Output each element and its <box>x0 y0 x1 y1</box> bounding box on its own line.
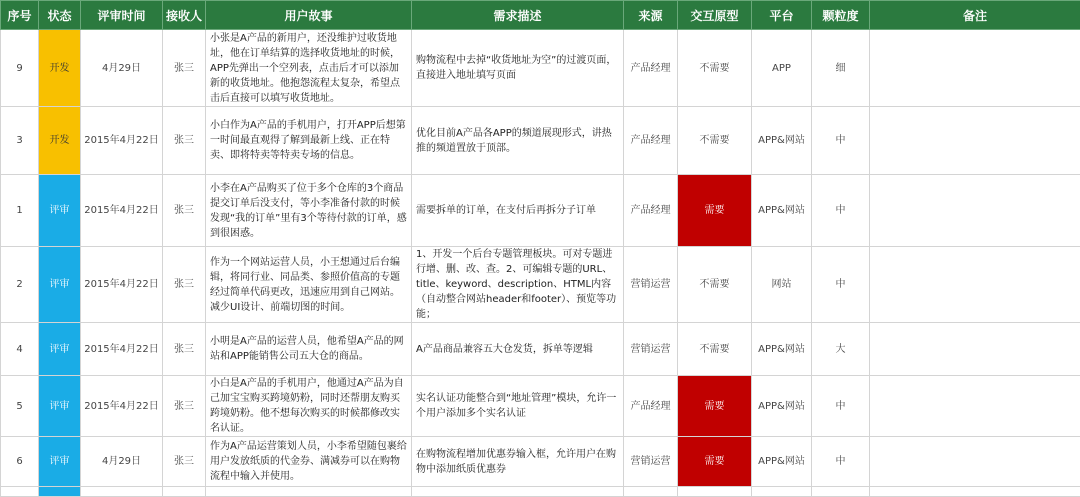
cell-receiver[interactable]: 张三 <box>163 437 206 487</box>
status-cell[interactable]: 开发 <box>39 107 81 175</box>
cell-user-story[interactable] <box>206 487 412 497</box>
cell-receiver[interactable]: 张三 <box>163 107 206 175</box>
table-row <box>1 175 1080 247</box>
cell-prototype[interactable]: 需要 <box>678 175 752 247</box>
cell-no[interactable]: 4 <box>1 323 39 376</box>
cell-requirement[interactable]: 购物流程中去掉“收货地址为空”的过渡页面，直接进入地址填写页面 <box>412 30 624 107</box>
cell-review-date[interactable]: 2015年4月22日 <box>81 247 163 323</box>
header-receiver[interactable]: 接收人 <box>163 1 206 30</box>
status-cell[interactable]: 评审 <box>39 247 81 323</box>
cell-review-date[interactable]: 2015年4月22日 <box>81 175 163 247</box>
cell-note[interactable] <box>870 376 1080 437</box>
cell-no[interactable]: 2 <box>1 247 39 323</box>
status-cell[interactable]: 评审 <box>39 437 81 487</box>
header-no[interactable]: 序号 <box>1 1 39 30</box>
cell-platform[interactable]: APP <box>752 30 812 107</box>
table-row <box>1 323 1080 376</box>
cell-user-story[interactable]: 小明是A产品的运营人员，他希望A产品的网站和APP能销售公司五大仓的商品。 <box>206 323 412 376</box>
cell-review-date[interactable] <box>81 487 163 497</box>
cell-granularity[interactable]: 中 <box>812 247 870 323</box>
status-cell[interactable] <box>39 487 81 497</box>
cell-prototype[interactable] <box>678 487 752 497</box>
header-granularity[interactable]: 颗粒度 <box>812 1 870 30</box>
cell-granularity[interactable]: 中 <box>812 175 870 247</box>
cell-user-story[interactable]: 小张是A产品的新用户，还没维护过收货地址，他在订单结算的选择收货地址的时候，APP先弹出一个空列表，点击后才可以添加新的收货地址。他抱怨流程太复杂，希望点击后直接可以填写收货地址。 <box>206 30 412 107</box>
cell-source[interactable]: 营销运营 <box>624 437 678 487</box>
cell-source[interactable]: 产品经理 <box>624 175 678 247</box>
status-cell[interactable]: 评审 <box>39 323 81 376</box>
cell-platform[interactable]: APP&网站 <box>752 323 812 376</box>
table-row <box>1 107 1080 175</box>
cell-review-date[interactable]: 4月29日 <box>81 30 163 107</box>
cell-requirement[interactable] <box>412 487 624 497</box>
header-review-date[interactable]: 评审时间 <box>81 1 163 30</box>
cell-platform[interactable]: APP&网站 <box>752 107 812 175</box>
cell-receiver[interactable]: 张三 <box>163 376 206 437</box>
cell-no[interactable]: 1 <box>1 175 39 247</box>
cell-prototype[interactable]: 不需要 <box>678 107 752 175</box>
cell-no[interactable] <box>1 487 39 497</box>
header-row <box>1 1 1080 30</box>
cell-receiver[interactable]: 张三 <box>163 323 206 376</box>
cell-granularity[interactable]: 中 <box>812 376 870 437</box>
cell-no[interactable]: 9 <box>1 30 39 107</box>
cell-platform[interactable]: APP&网站 <box>752 175 812 247</box>
header-prototype[interactable]: 交互原型 <box>678 1 752 30</box>
cell-requirement[interactable]: 优化目前A产品各APP的频道展现形式，讲热推的频道置放于顶部。 <box>412 107 624 175</box>
cell-receiver[interactable] <box>163 487 206 497</box>
cell-review-date[interactable]: 2015年4月22日 <box>81 376 163 437</box>
table-row <box>1 30 1080 107</box>
status-cell[interactable]: 评审 <box>39 175 81 247</box>
status-cell[interactable]: 评审 <box>39 376 81 437</box>
cell-note[interactable] <box>870 107 1080 175</box>
cell-receiver[interactable]: 张三 <box>163 247 206 323</box>
table-row <box>1 437 1080 487</box>
cell-user-story[interactable]: 作为A产品运营策划人员，小李希望随包裹给用户发放纸质的代金券、满减券可以在购物流程中输入并使用。 <box>206 437 412 487</box>
cell-note[interactable] <box>870 30 1080 107</box>
cell-user-story[interactable]: 小白是A产品的手机用户，他通过A产品为自己加宝宝购买跨境奶粉，同时还帮朋友购买跨境奶粉。他不想每次购买的时候都修改实名认证。 <box>206 376 412 437</box>
status-cell[interactable]: 开发 <box>39 30 81 107</box>
cell-platform[interactable]: APP&网站 <box>752 437 812 487</box>
cell-note[interactable] <box>870 247 1080 323</box>
header-requirement[interactable]: 需求描述 <box>412 1 624 30</box>
cell-no[interactable]: 3 <box>1 107 39 175</box>
cell-platform[interactable] <box>752 487 812 497</box>
table-row <box>1 376 1080 437</box>
cell-note[interactable] <box>870 323 1080 376</box>
cell-user-story[interactable]: 作为一个网站运营人员，小王想通过后台编辑，将同行业、同品类、参照价值高的专题经过简单代码更改，迅速应用到自己网站。减少UI设计、前端切图的时间。 <box>206 247 412 323</box>
cell-note[interactable] <box>870 487 1080 497</box>
cell-granularity[interactable]: 大 <box>812 323 870 376</box>
cell-granularity[interactable] <box>812 487 870 497</box>
table-row <box>1 247 1080 323</box>
cell-no[interactable]: 5 <box>1 376 39 437</box>
cell-source[interactable]: 营销运营 <box>624 323 678 376</box>
cell-granularity[interactable]: 中 <box>812 107 870 175</box>
header-status[interactable]: 状态 <box>39 1 81 30</box>
table-row-partial <box>1 487 1080 497</box>
cell-requirement[interactable]: 实名认证功能整合到“地址管理”模块，允许一个用户添加多个实名认证 <box>412 376 624 437</box>
cell-review-date[interactable]: 2015年4月22日 <box>81 107 163 175</box>
cell-platform[interactable]: APP&网站 <box>752 376 812 437</box>
cell-platform[interactable]: 网站 <box>752 247 812 323</box>
cell-no[interactable]: 6 <box>1 437 39 487</box>
cell-source[interactable] <box>624 487 678 497</box>
cell-prototype[interactable]: 需要 <box>678 437 752 487</box>
header-source[interactable]: 来源 <box>624 1 678 30</box>
cell-requirement[interactable]: 1、开发一个后台专题管理板块。可对专题进行增、删、改、查。2、可编辑专题的URL、title、keyword、description、HTML内容（自动整合网站header和footer）、预览等功能； <box>412 247 624 323</box>
cell-review-date[interactable]: 2015年4月22日 <box>81 323 163 376</box>
header-note[interactable]: 备注 <box>870 1 1080 30</box>
cell-source[interactable]: 产品经理 <box>624 107 678 175</box>
cell-user-story[interactable]: 小白作为A产品的手机用户，打开APP后想第一时间最直观得了解到最新上线、正在特卖、即将特卖等特卖专场的信息。 <box>206 107 412 175</box>
cell-granularity[interactable]: 中 <box>812 437 870 487</box>
header-user-story[interactable]: 用户故事 <box>206 1 412 30</box>
cell-source[interactable]: 产品经理 <box>624 376 678 437</box>
cell-requirement[interactable]: 在购物流程增加优惠券输入框，允许用户在购物中添加纸质优惠券 <box>412 437 624 487</box>
cell-receiver[interactable]: 张三 <box>163 175 206 247</box>
cell-prototype[interactable]: 需要 <box>678 376 752 437</box>
header-platform[interactable]: 平台 <box>752 1 812 30</box>
cell-note[interactable] <box>870 175 1080 247</box>
cell-prototype[interactable]: 不需要 <box>678 247 752 323</box>
cell-user-story[interactable]: 小李在A产品购买了位于多个仓库的3个商品提交订单后没支付，等小李准备付款的时候发现“我的订单”里有3个等待付款的订单，感到很困惑。 <box>206 175 412 247</box>
cell-note[interactable] <box>870 437 1080 487</box>
cell-requirement[interactable]: 需要拆单的订单，在支付后再拆分子订单 <box>412 175 624 247</box>
cell-review-date[interactable]: 4月29日 <box>81 437 163 487</box>
cell-prototype[interactable]: 不需要 <box>678 30 752 107</box>
cell-source[interactable]: 产品经理 <box>624 30 678 107</box>
cell-requirement[interactable]: A产品商品兼容五大仓发货，拆单等逻辑 <box>412 323 624 376</box>
cell-prototype[interactable]: 不需要 <box>678 323 752 376</box>
cell-receiver[interactable]: 张三 <box>163 30 206 107</box>
cell-granularity[interactable]: 细 <box>812 30 870 107</box>
cell-source[interactable]: 营销运营 <box>624 247 678 323</box>
